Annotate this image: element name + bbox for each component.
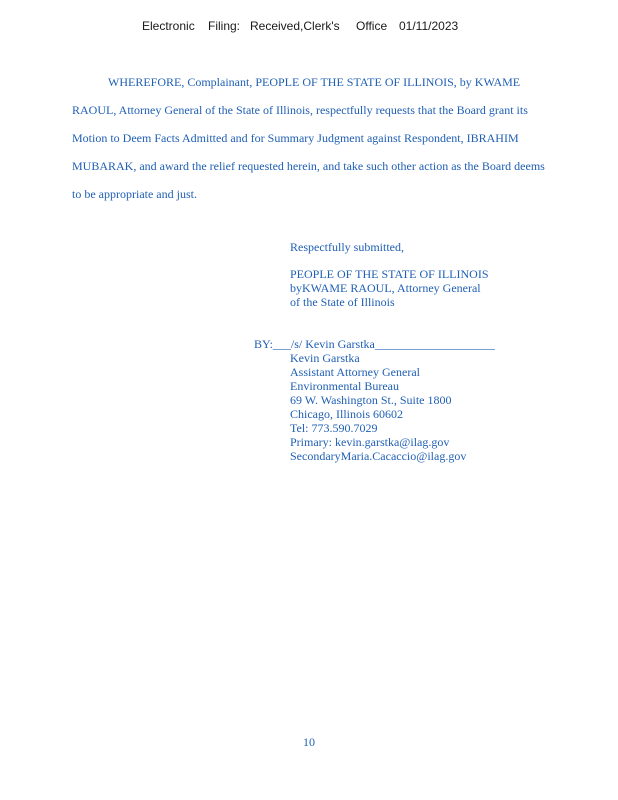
signature-by-line: BY:___/s/ Kevin Garstka____________________	[254, 337, 495, 351]
respectfully-line: Respectfully submitted,	[290, 240, 404, 254]
contact-block	[290, 351, 466, 463]
party-line: byKWAME RAOUL, Attorney General	[290, 281, 481, 295]
header-received: Received,Clerk's	[250, 19, 340, 33]
paragraph-line: MUBARAK, and award the relief requested herein, and take such other action as the Board deems	[72, 159, 545, 173]
header-electronic: Electronic	[142, 19, 195, 33]
contact-line: SecondaryMaria.Cacaccio@ilag.gov	[290, 449, 467, 463]
respectfully-submitted	[290, 240, 404, 254]
header-office: Office	[356, 19, 388, 33]
wherefore-paragraph	[72, 68, 608, 208]
contact-line: Assistant Attorney General	[290, 365, 420, 379]
paragraph-line: Motion to Deem Facts Admitted and for Summary Judgment against Respondent, IBRAHIM	[72, 131, 519, 145]
page-number: 10	[303, 735, 315, 749]
header-filing: Filing:	[208, 19, 241, 33]
paragraph-line: WHEREFORE, Complainant, PEOPLE OF THE STATE OF ILLINOIS, by KWAME	[108, 75, 521, 89]
paragraph-line: to be appropriate and just.	[72, 187, 197, 201]
header-date: 01/11/2023	[399, 19, 459, 33]
party-block	[290, 267, 489, 309]
contact-line: 69 W. Washington St., Suite 1800	[290, 393, 452, 407]
filing-header	[0, 19, 618, 37]
contact-line: Kevin Garstka	[290, 351, 360, 365]
party-line: of the State of Illinois	[290, 295, 395, 309]
party-line: PEOPLE OF THE STATE OF ILLINOIS	[290, 267, 489, 281]
contact-line: Tel: 773.590.7029	[290, 421, 378, 435]
contact-line: Environmental Bureau	[290, 379, 399, 393]
contact-line: Primary: kevin.garstka@ilag.gov	[290, 435, 450, 449]
contact-line: Chicago, Illinois 60602	[290, 407, 403, 421]
paragraph-line: RAOUL, Attorney General of the State of Illinois, respectfully requests that the Board grant its	[72, 103, 528, 117]
